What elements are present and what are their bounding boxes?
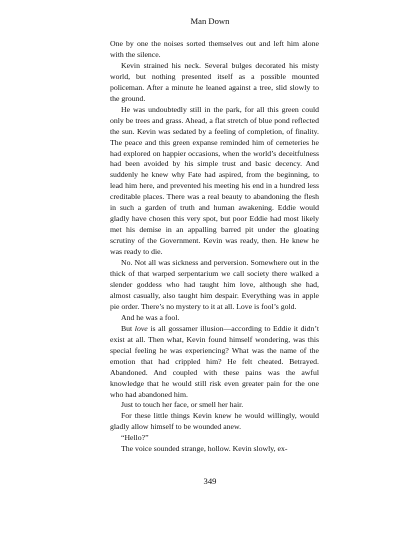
text-run: is all gossamer illusion—according to Eddie it didn’t exist at all. Then what, Kevin found himself wondering, was this special feeling he was experiencing? What was the name of the emotion that had crippled him? He felt cheated. Betrayed. Abandoned. And coupled with these pains was the awful knowledge that he would still risk even greater pain for the one who had abandoned him. xyxy=(110,323,319,399)
text-run: But xyxy=(121,323,135,333)
running-head: Man Down xyxy=(190,16,230,26)
paragraph xyxy=(110,39,319,61)
text-run: Just to touch her face, or smell her hair. xyxy=(121,400,244,410)
paragraph xyxy=(110,61,319,105)
paragraph xyxy=(110,433,319,444)
page-number: 349 xyxy=(203,476,217,486)
text-run: Kevin strained his neck. Several bulges decorated his misty world, but nothing presented itself as a possible mounted policeman. After a minute he leaned against a tree, slid slowly to the ground. xyxy=(110,60,319,103)
text-run: For these little things Kevin knew he would willingly, would gladly allow himself to be wounded anew. xyxy=(110,411,319,432)
text-run: The voice sounded strange, hollow. Kevin slowly, ex- xyxy=(121,444,288,454)
paragraph xyxy=(110,313,319,324)
paragraph xyxy=(110,400,319,411)
paragraph xyxy=(110,258,319,313)
text-run: No. Not all was sickness and perversion. Somewhere out in the thick of that warped serpentarium we call society there walked a slender goddess who had taught him love, although she had, almost casually, also taught him despair. Everything was in apple pie order. There’s no mystery to it at all. Love is fool’s gold. xyxy=(110,258,319,311)
text-run: One by one the noises sorted themselves out and left him alone with the silence. xyxy=(110,39,319,59)
text-run: He was undoubtedly still in the park, for all this green could only be trees and grass. Ahead, a flat stretch of blue pond reflected the sun. Kevin was sedated by a feeling of completion, of finality. The peace and this green expanse reminded him of cemeteries he had explored on happier occasions, when the world’s deceitfulness had been avoided by his simple trust and basic decency. And suddenly he knew why Fate had aspired, from the beginning, to lead him here, and prevented his meeting his end in a hundred less creditable places. There was a real beauty to abandoning the flesh in such a garden of truth and human awakening. Eddie would gladly have chosen this very spot, but poor Eddie had most likely met his demise in an appalling barred pit under the gloating scrutiny of the Government. Kevin was ready, then. He knew he was ready to die. xyxy=(110,104,319,257)
paragraph xyxy=(110,105,319,258)
text-run: “Hello?” xyxy=(121,433,149,443)
paragraph xyxy=(110,324,319,401)
emphasized-text: love xyxy=(134,323,148,333)
paragraph xyxy=(110,444,319,455)
text-run: And he was a fool. xyxy=(121,312,180,322)
paragraph xyxy=(110,411,319,433)
body-text xyxy=(110,39,319,455)
